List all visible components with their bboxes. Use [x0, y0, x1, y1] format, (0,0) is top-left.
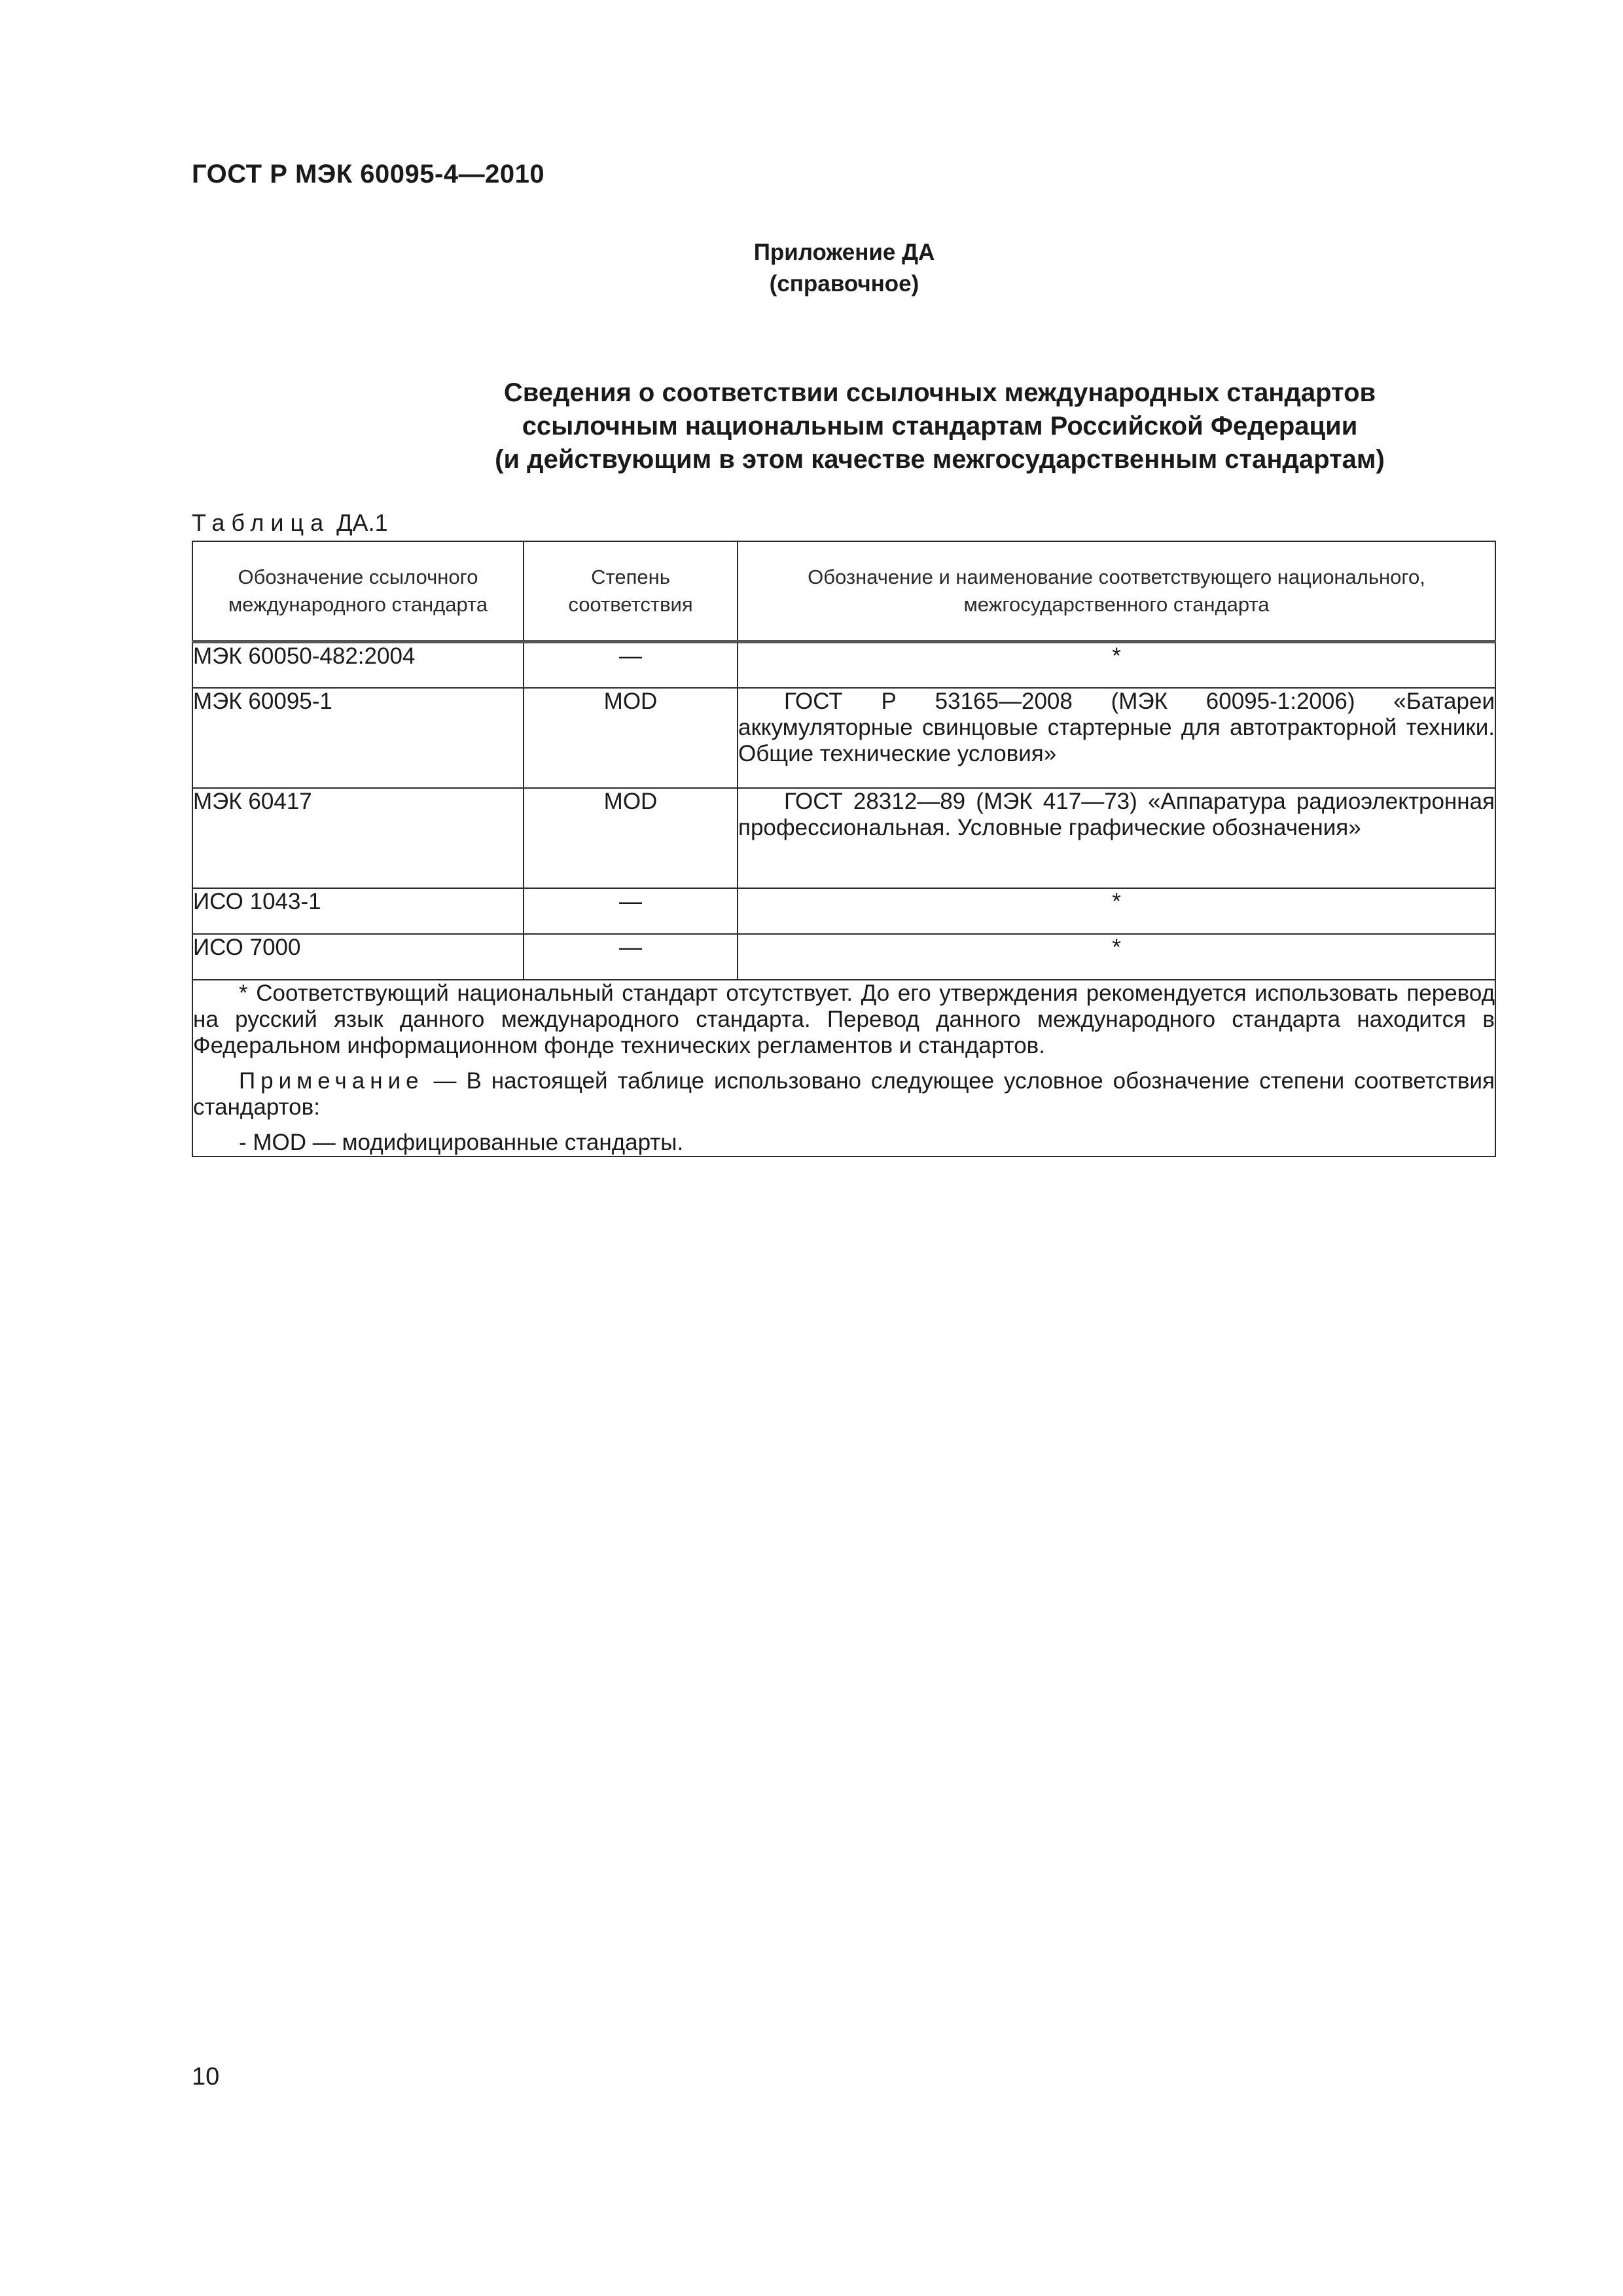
note-label: Примечание: [239, 1067, 424, 1094]
cell-reference: ИСО 1043-1: [192, 888, 524, 934]
cell-degree: MOD: [524, 788, 738, 888]
cell-degree: —: [524, 642, 738, 688]
table-row: [192, 934, 1495, 980]
appendix-heading: [707, 237, 982, 300]
table-row: [192, 642, 1495, 688]
table-note: [193, 1068, 1495, 1121]
cell-reference: МЭК 60417: [192, 788, 524, 888]
cell-national: *: [738, 642, 1495, 688]
table-header-row: [192, 541, 1495, 642]
header-cell-national: Обозначение и наименование соответствующего национального, межгосударственного стандарта: [738, 541, 1495, 642]
cell-reference: ИСО 7000: [192, 934, 524, 980]
table-caption-word: Таблица: [192, 509, 330, 536]
header-cell-degree: Степень соответствия: [524, 541, 738, 642]
cell-national: ГОСТ Р 53165—2008 (МЭК 60095-1:2006) «Батареи аккумуляторные свинцовые стартерные для автотракторной техники. Общие технические условия»: [738, 688, 1495, 766]
title-line: (и действующим в этом качестве межгосударственным стандартам): [495, 445, 1385, 474]
cell-national: *: [738, 934, 1495, 980]
cell-degree: MOD: [524, 688, 738, 788]
header-cell-reference: Обозначение ссылочного международного стандарта: [192, 541, 524, 642]
table-row: [192, 688, 1495, 788]
cell-degree: —: [524, 888, 738, 934]
table-caption-number: ДА.1: [336, 509, 388, 536]
cell-reference: МЭК 60095-1: [192, 688, 524, 788]
note-text: — В настоящей таблице использовано следующее условное обозначение степени соответствия стандартов:: [193, 1067, 1495, 1120]
appendix-title: [192, 376, 1623, 476]
title-line: ссылочным национальным стандартам Российской Федерации: [522, 412, 1358, 440]
appendix-type: (справочное): [769, 271, 919, 296]
cell-degree: —: [524, 934, 738, 980]
appendix-name: Приложение ДА: [753, 240, 935, 265]
title-line: Сведения о соответствии ссылочных международных стандартов: [503, 378, 1376, 407]
page-number: 10: [192, 2063, 220, 2090]
document-header: ГОСТ Р МЭК 60095-4—2010: [192, 160, 545, 188]
cell-national: ГОСТ 28312—89 (МЭК 417—73) «Аппаратура радиоэлектронная профессиональная. Условные графические обозначения»: [738, 788, 1495, 840]
table-row: [192, 888, 1495, 934]
cell-national: *: [738, 888, 1495, 934]
table-caption: [192, 509, 388, 537]
cell-reference: МЭК 60050-482:2004: [192, 642, 524, 688]
correspondence-table: [192, 541, 1496, 1157]
table-footnote: * Соответствующий национальный стандарт отсутствует. До его утверждения рекомендуется использовать перевод на русский язык данного международного стандарта. Перевод данного международного стандарта находится в Федеральном информационном фонде технических регламентов и стандартов.: [193, 980, 1495, 1058]
table-row: [192, 788, 1495, 888]
table-notes-row: [192, 980, 1495, 1157]
note-item: - MOD — модифицированные стандарты.: [239, 1129, 684, 1155]
